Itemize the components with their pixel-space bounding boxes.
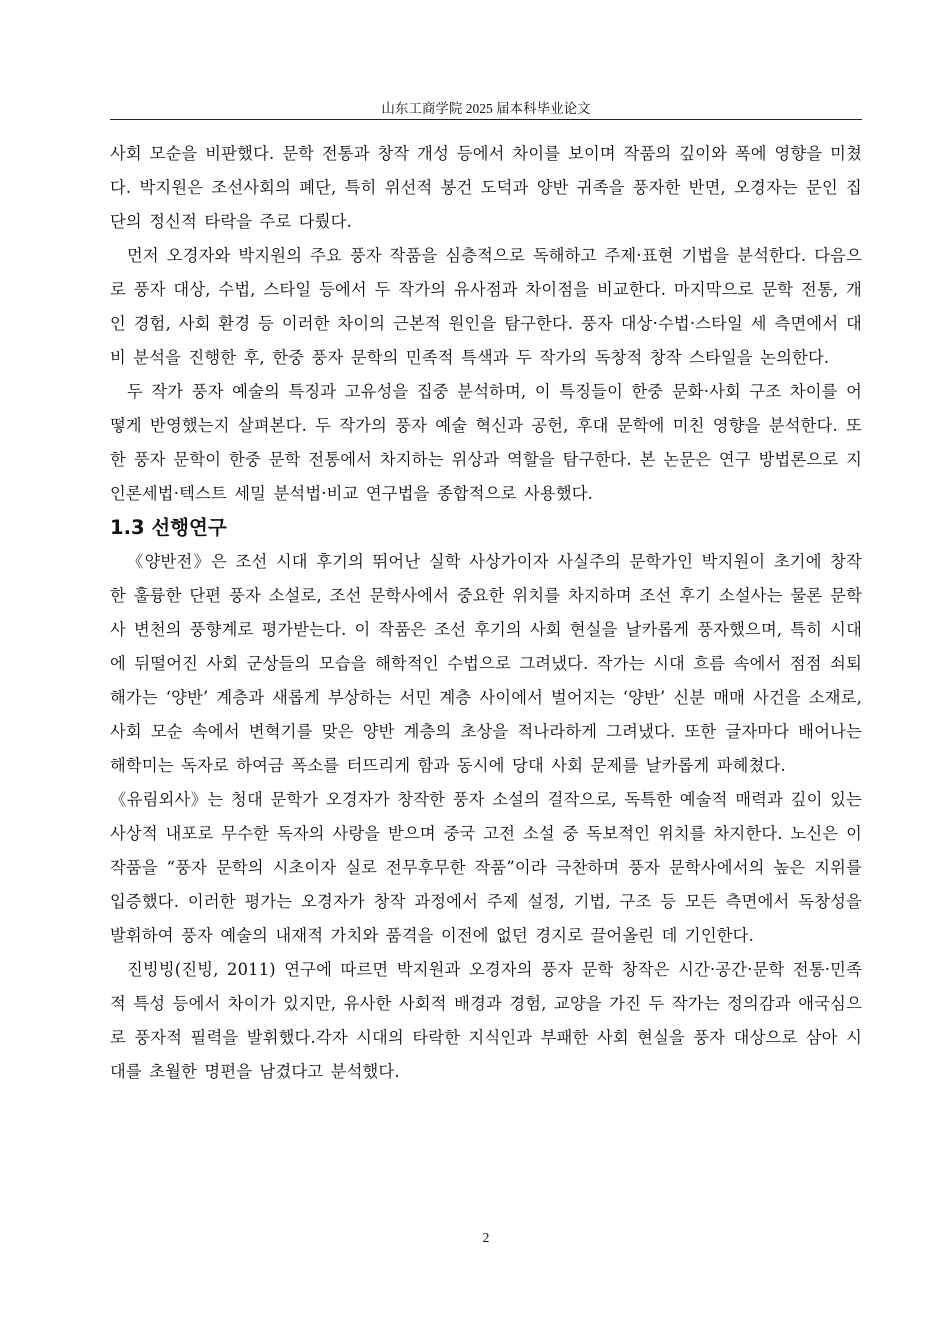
paragraph: 사회 모순을 비판했다. 문학 전통과 창작 개성 등에서 차이를 보이며 작품의 깊이와 폭에 영향을 미쳤다. 박지원은 조선사회의 폐단, 특히 위선적 봉건 도덕과 양반 귀족을 풍자한 반면, 오경자는 문인 집단의 정신적 타락을 주로 다뤘다. (110, 144, 862, 231)
paragraph: 먼저 오경자와 박지원의 주요 풍자 작품을 심층적으로 독해하고 주제·표현 기법을 분석한다. 다음으로 풍자 대상, 수법, 스타일 등에서 두 작가의 유사점과 차이점을 비교한다. 마지막으로 문학 전통, 개인 경험, 사회 환경 등 이러한 차이의 근본적 원인을 탐구한다. 풍자 대상·수법·스타일 세 측면에서 대비 분석을 진행한 후, 한중 풍자 문학의 민족적 특색과 두 작가의 독창적 창작 스타일을 논의한다. (110, 246, 862, 367)
paragraph: 《유림외사》는 청대 문학가 오경자가 창작한 풍자 소설의 걸작으로, 독특한 예술적 매력과 깊이 있는 사상적 내포로 무수한 독자의 사랑을 받으며 중국 고전 소설 중 독보적인 위치를 차지한다. 노신은 이 작품을 “풍자 문학의 시초이자 실로 전무후무한 작품”이라 극찬하며 풍자 문학사에서의 높은 지위를 입증했다. 이러한 평가는 오경자가 창작 과정에서 주제 설정, 기법, 구조 등 모든 측면에서 독창성을 발휘하여 풍자 예술의 내재적 가치와 품격을 이전에 없던 경지로 끌어올린 데 기인한다. (110, 790, 862, 945)
section-heading (110, 511, 862, 545)
paragraph: 《양반전》은 조선 시대 후기의 뛰어난 실학 사상가이자 사실주의 문학가인 박지원이 초기에 창작한 훌륭한 단편 풍자 소설로, 조선 문학사에서 중요한 위치를 차지하며 조선 후기 소설사는 물론 문학사 변천의 풍향계로 평가받는다. 이 작품은 조선 후기의 사회 현실을 날카롭게 풍자했으며, 특히 시대에 뒤떨어진 사회 군상들의 모습을 해학적인 수법으로 그려냈다. 작가는 시대 흐름 속에서 점점 쇠퇴해가는 ‘양반’ 계층과 새롭게 부상하는 서민 계층 사이에서 벌어지는 ‘양반’ 신분 매매 사건을 소재로, 사회 모순 속에서 변혁기를 맞은 양반 계층의 초상을 적나라하게 그려냈다. 또한 글자마다 배어나는 해학미는 독자로 하여금 폭소를 터뜨리게 함과 동시에 당대 사회 문제를 날카롭게 파헤쳤다. (110, 552, 862, 775)
body-text (110, 137, 862, 1089)
section-title: 선행연구 (151, 516, 227, 539)
paragraph: 두 작가 풍자 예술의 특징과 고유성을 집중 분석하며, 이 특징들이 한중 문화·사회 구조 차이를 어떻게 반영했는지 살펴본다. 두 작가의 풍자 예술 혁신과 공헌, 후대 문학에 미친 영향을 분석한다. 또한 풍자 문학이 한중 문학 전통에서 차지하는 위상과 역할을 탐구한다. 본 논문은 연구 방법론으로 지인론세법·텍스트 세밀 분석법·비교 연구법을 종합적으로 사용했다. (110, 382, 862, 503)
paragraph: 진빙빙(진빙, 2011) 연구에 따르면 박지원과 오경자의 풍자 문학 창작은 시간·공간·문학 전통·민족적 특성 등에서 차이가 있지만, 유사한 사회적 배경과 경험, 교양을 가진 두 작가는 정의감과 애국심으로 풍자적 필력을 발휘했다.각자 시대의 타락한 지식인과 부패한 사회 현실을 풍자 대상으로 삼아 시대를 초월한 명편을 남겼다고 분석했다. (110, 960, 862, 1081)
running-header: 山东工商学院 2025 届本科毕业论文 (381, 101, 591, 116)
section-number: 1.3 (110, 516, 145, 539)
header-rule (110, 119, 862, 120)
page-number: 2 (482, 1230, 490, 1245)
